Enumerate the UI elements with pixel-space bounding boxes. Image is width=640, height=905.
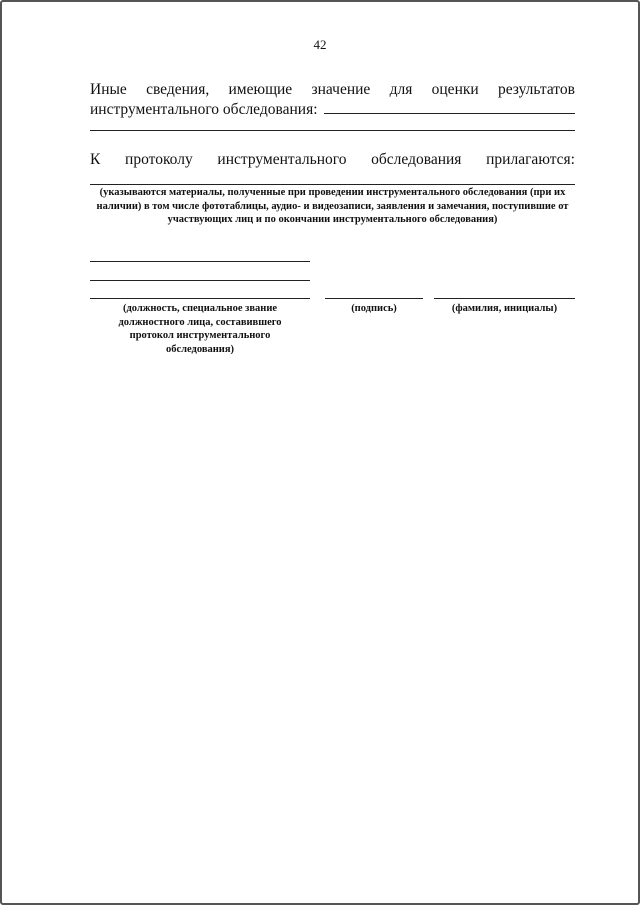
word: протоколу: [125, 151, 193, 168]
signature-blank-line: [325, 298, 423, 299]
word: инструментального: [217, 151, 347, 168]
attachments-line: [90, 150, 575, 169]
word: значение: [311, 81, 371, 98]
word: прилагаются:: [486, 151, 575, 168]
word: результатов: [497, 81, 575, 98]
word: К: [90, 151, 101, 168]
position-blank-line-1: [90, 261, 310, 262]
other-info-paragraph: [90, 80, 575, 119]
word: сведения,: [146, 81, 210, 98]
position-blank-line-3: [90, 298, 310, 299]
attachments-blank-line: [90, 184, 575, 185]
other-info-blank-line-2: [90, 130, 575, 131]
name-label: (фамилия, инициалы): [451, 303, 558, 314]
word: имеющие: [228, 81, 293, 98]
position-label: (должность, специальное звание должностного лица, составившего протокол инструментального обследования): [118, 303, 282, 355]
word: Иные: [90, 81, 127, 98]
word: для: [389, 81, 413, 98]
page-number: 42: [313, 37, 327, 52]
other-info-label: инструментального обследования:: [90, 101, 318, 118]
name-blank-line: [434, 298, 575, 299]
position-blank-line-2: [90, 280, 310, 281]
attachments-note: (указываются материалы, полученные при проведении инструментального обследования (при их наличии) в том числе фототаблицы, аудио- и видеозаписи, заявления и замечания, поступившие от участвующих лиц и по окончании инструментального обследования): [96, 187, 569, 225]
word: оценки: [431, 81, 479, 98]
other-info-blank-line: [324, 99, 575, 114]
other-info-line-1: [90, 80, 575, 99]
signature-label: (подпись): [351, 303, 397, 314]
word: обследования: [371, 151, 462, 168]
other-info-line-2: [90, 99, 575, 119]
